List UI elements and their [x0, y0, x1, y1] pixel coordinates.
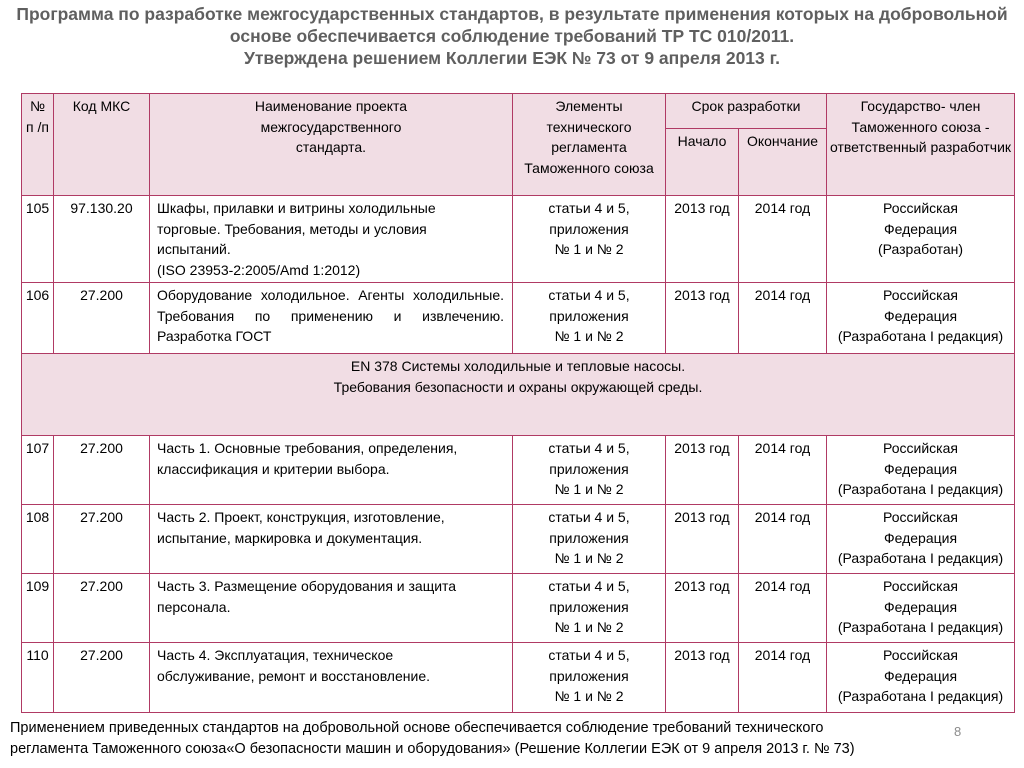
- row-code: 27.200: [54, 574, 150, 643]
- row-name: Часть 3. Размещение оборудования и защита персонала.: [150, 574, 513, 643]
- row-num: 109: [22, 574, 54, 643]
- title-line-1: Программа по разработке межгосударственных стандартов, в результате применения которых на добровольной: [16, 4, 1008, 24]
- row-start: 2013 год: [666, 643, 739, 713]
- row-name: Оборудование холодильное. Агенты холодильные. Требования по применению и извлечению. Разработка ГОСТ: [150, 283, 513, 354]
- row-num: 110: [22, 643, 54, 713]
- row-num: 106: [22, 283, 54, 354]
- row-end: 2014 год: [739, 436, 827, 505]
- row-state: Российская Федерация (Разработана I редакция): [827, 643, 1015, 713]
- row-name: Шкафы, прилавки и витрины холодильные торговые. Требования, методы и условия испытаний. (ISO 23953-2:2005/Amd 1:2012): [150, 196, 513, 283]
- footer-note: [10, 718, 940, 760]
- row-code: 27.200: [54, 643, 150, 713]
- table-row: [22, 436, 1015, 505]
- table-row: [22, 196, 1015, 283]
- row-num: 107: [22, 436, 54, 505]
- footer-line-1: Применением приведенных стандартов на добровольной основе обеспечивается соблюдение требований технического: [10, 720, 824, 736]
- row-state: Российская Федерация (Разработан): [827, 196, 1015, 283]
- title-line-3: Утверждена решением Коллегии ЕЭК № 73 от 9 апреля 2013 г.: [243, 48, 781, 68]
- header-start: Начало: [666, 129, 739, 196]
- section-row: [22, 354, 1015, 436]
- row-end: 2014 год: [739, 283, 827, 354]
- table-row: [22, 505, 1015, 574]
- row-elements: статьи 4 и 5, приложения № 1 и № 2: [513, 574, 666, 643]
- section-title: EN 378 Системы холодильные и тепловые насосы. Требования безопасности и охраны окружающей среды.: [22, 354, 1015, 436]
- header-row: [22, 94, 1015, 129]
- header-term: Срок разработки: [666, 94, 827, 129]
- footer-line-2: регламента Таможенного союза«О безопасности машин и оборудования» (Решение Коллегии ЕЭК от 9 апреля 2013 г. № 73): [10, 741, 855, 757]
- table-row: [22, 574, 1015, 643]
- row-code: 27.200: [54, 283, 150, 354]
- row-name: Часть 2. Проект, конструкция, изготовление, испытание, маркировка и документация.: [150, 505, 513, 574]
- header-elements: Элементы технического регламента Таможенного союза: [513, 94, 666, 196]
- row-start: 2013 год: [666, 283, 739, 354]
- row-code: 27.200: [54, 436, 150, 505]
- page-title: [0, 3, 1024, 69]
- row-name: Часть 1. Основные требования, определения, классификация и критерии выбора.: [150, 436, 513, 505]
- header-name: Наименование проекта межгосударственного стандарта.: [150, 94, 513, 196]
- row-end: 2014 год: [739, 643, 827, 713]
- row-state: Российская Федерация (Разработана I редакция): [827, 505, 1015, 574]
- row-end: 2014 год: [739, 505, 827, 574]
- row-elements: статьи 4 и 5, приложения № 1 и № 2: [513, 196, 666, 283]
- standards-table: [21, 93, 1015, 713]
- row-num: 108: [22, 505, 54, 574]
- row-start: 2013 год: [666, 574, 739, 643]
- row-end: 2014 год: [739, 574, 827, 643]
- row-elements: статьи 4 и 5, приложения № 1 и № 2: [513, 436, 666, 505]
- row-code: 97.130.20: [54, 196, 150, 283]
- row-code: 27.200: [54, 505, 150, 574]
- header-end: Окончание: [739, 129, 827, 196]
- title-line-2: основе обеспечивается соблюдение требований ТР ТС 010/2011.: [229, 26, 795, 46]
- row-elements: статьи 4 и 5, приложения № 1 и № 2: [513, 505, 666, 574]
- page-number: 8: [954, 724, 962, 739]
- header-state: Государство- член Таможенного союза - ответственный разработчик: [827, 94, 1015, 196]
- row-start: 2013 год: [666, 196, 739, 283]
- table-row: [22, 283, 1015, 354]
- row-state: Российская Федерация (Разработана I редакция): [827, 283, 1015, 354]
- row-elements: статьи 4 и 5, приложения № 1 и № 2: [513, 283, 666, 354]
- row-num: 105: [22, 196, 54, 283]
- header-num: № п /п: [22, 94, 54, 196]
- row-end: 2014 год: [739, 196, 827, 283]
- row-start: 2013 год: [666, 436, 739, 505]
- row-start: 2013 год: [666, 505, 739, 574]
- row-elements: статьи 4 и 5, приложения № 1 и № 2: [513, 643, 666, 713]
- row-state: Российская Федерация (Разработана I редакция): [827, 574, 1015, 643]
- table-row: [22, 643, 1015, 713]
- row-state: Российская Федерация (Разработана I редакция): [827, 436, 1015, 505]
- header-code: Код МКС: [54, 94, 150, 196]
- row-name: Часть 4. Эксплуатация, техническое обслуживание, ремонт и восстановление.: [150, 643, 513, 713]
